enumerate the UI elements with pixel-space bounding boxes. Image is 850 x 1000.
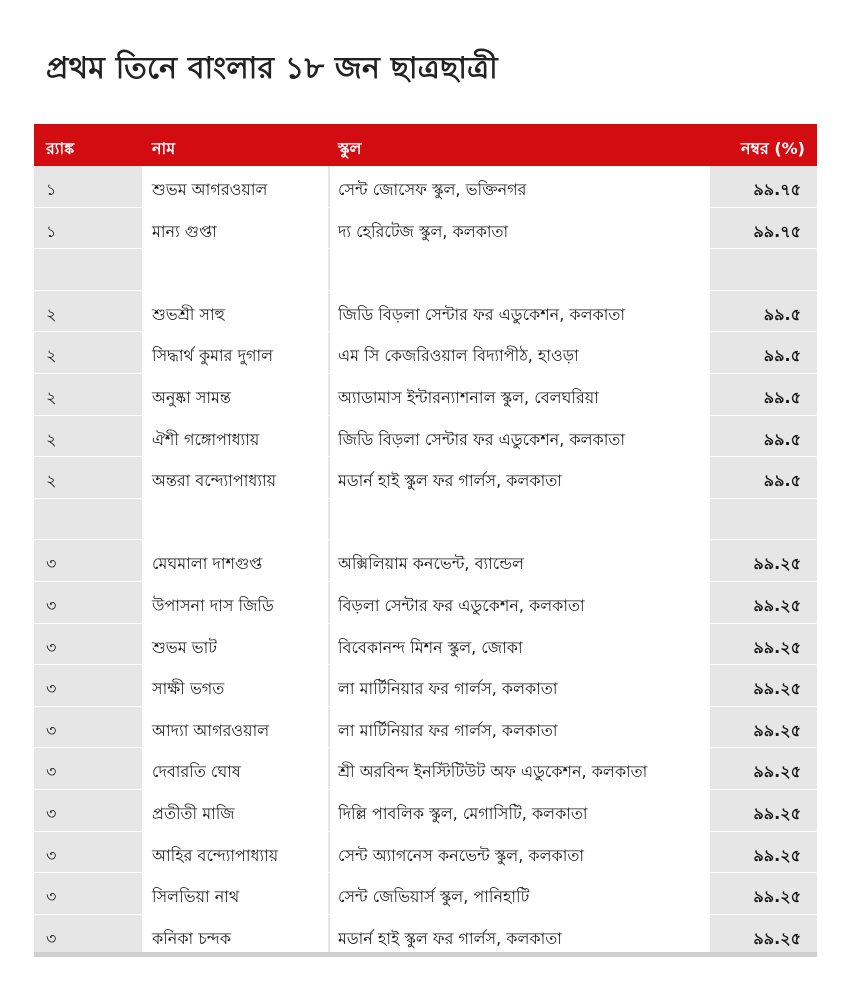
school-cell: বিবেকানন্দ মিশন স্কুল, জোকা [338,637,523,657]
school-cell-bg [330,540,710,581]
school-cell: সেন্ট জেভিয়ার্স স্কুল, পানিহাটি [338,887,530,907]
marks-cell: ৯৯.২৫ [753,554,801,574]
rank-cell: ২ [46,429,57,449]
name-cell-bg [142,249,328,290]
school-cell-bg [330,332,710,373]
header-school: স্কুল [338,139,362,158]
name-cell-bg [142,832,328,873]
marks-cell: ৯৯.২৫ [753,887,801,907]
rank-cell: ২ [46,471,57,491]
school-cell-bg [330,790,710,831]
table-row [34,707,817,749]
school-cell: সেন্ট জোসেফ স্কুল, ভক্তিনগর [338,180,527,199]
school-cell-bg [330,873,710,914]
name-cell: প্রতীতী মাজি [152,803,235,823]
name-cell: কনিকা চন্দক [152,928,231,948]
marks-cell: ৯৯.৫ [763,304,801,324]
table-row [34,332,817,374]
name-cell: শুভশ্রী সাহু [152,304,225,324]
school-cell-bg [330,208,710,249]
header-marks: নম্বর (%) [740,139,805,158]
school-cell-bg [330,665,710,706]
marks-cell: ৯৯.৫ [763,429,801,449]
name-cell-bg [142,416,328,457]
marks-cell: ৯৯.২৫ [753,637,801,657]
name-cell-bg [142,291,328,332]
table-row [34,166,817,208]
name-cell-bg [142,582,328,623]
school-cell: শ্রী অরবিন্দ ইনস্টিটিউট অফ এডুকেশন, কলকাতা [338,762,648,782]
rank-cell: ৩ [46,720,57,740]
table-row [34,291,817,333]
marks-cell: ৯৯.৭৫ [753,180,801,199]
marks-cell: ৯৯.২৫ [753,762,801,782]
name-cell-bg [142,208,328,249]
rank-cell: ২ [46,387,57,407]
school-cell-bg [330,291,710,332]
table-body [34,166,817,956]
marks-cell: ৯৯.২৫ [753,679,801,699]
rank-cell: ৩ [46,554,57,574]
rank-cell: ৩ [46,637,57,657]
school-cell-bg [330,582,710,623]
name-cell-bg [142,166,328,207]
school-cell: অ্যাডামাস ইন্টারন্যাশনাল স্কুল, বেলঘরিয়া [338,387,599,407]
name-cell-bg [142,707,328,748]
rank-cell: ৩ [46,928,57,948]
rank-cell: ১ [46,221,57,241]
name-cell-bg [142,332,328,373]
school-cell-bg [330,457,710,498]
name-cell: আদ্যা আগরওয়াল [152,720,270,740]
marks-cell: ৯৯.২৫ [753,845,801,865]
table-row [34,540,817,582]
table-row [34,915,817,957]
name-cell: শুভম ভাট [152,637,217,657]
name-cell: সিলভিয়া নাথ [152,887,240,907]
rank-cell: ৩ [46,803,57,823]
school-cell-bg [330,915,710,956]
rank-cell: ২ [46,304,57,324]
rank-cell: ৩ [46,887,57,907]
school-cell: জিডি বিড়লা সেন্টার ফর এডুকেশন, কলকাতা [338,304,625,324]
school-cell: লা মার্টিনিয়ার ফর গার্লস, কলকাতা [338,720,558,740]
school-cell: দিল্লি পাবলিক স্কুল, মেগাসিটি, কলকাতা [338,803,588,823]
school-cell-bg [330,249,710,290]
school-cell: দ্য হেরিটেজ স্কুল, কলকাতা [338,221,509,241]
name-cell: অনুষ্কা সামন্ত [152,387,231,407]
name-cell: মান্য গুপ্তা [152,221,217,241]
name-cell: ঐশী গঙ্গোপাধ্যায় [152,429,260,449]
marks-cell: ৯৯.৫ [763,471,801,491]
school-cell-bg [330,707,710,748]
name-cell: দেবারতি ঘোষ [152,762,241,782]
table-row [34,873,817,915]
name-cell: সিদ্ধার্থ কুমার দুগাল [152,346,274,366]
name-cell-bg [142,624,328,665]
school-cell-bg [330,374,710,415]
table-row [34,832,817,874]
marks-cell: ৯৯.৭৫ [753,221,801,241]
name-cell: উপাসনা দাস জিডি [152,595,274,615]
table-row [34,582,817,624]
school-cell-bg [330,748,710,789]
name-cell-bg [142,374,328,415]
table-header [34,124,817,166]
name-cell: অন্তরা বন্দ্যোপাধ্যায় [152,471,277,491]
header-rank: র‍্যাঙ্ক [46,139,75,158]
marks-cell: ৯৯.২৫ [753,803,801,823]
name-cell: সাক্ষী ভগত [152,679,225,699]
school-cell: এম সি কেজরিওয়াল বিদ্যাপীঠ, হাওড়া [338,346,579,366]
name-cell: মেঘমালা দাশগুপ্ত [152,554,263,574]
school-cell: লা মার্টিনিয়ার ফর গার্লস, কলকাতা [338,679,558,699]
name-cell-bg [142,499,328,540]
name-cell-bg [142,748,328,789]
table-row [34,624,817,666]
rank-cell: ৩ [46,845,57,865]
name-cell-bg [142,873,328,914]
name-cell-bg [142,457,328,498]
table-row [34,374,817,416]
school-cell-bg [330,166,710,207]
page-title: প্রথম তিনে বাংলার ১৮ জন ছাত্রছাত্রী [46,51,498,86]
school-cell: মডার্ন হাই স্কুল ফর গার্লস, কলকাতা [338,928,562,948]
school-cell-bg [330,624,710,665]
marks-cell: ৯৯.২৫ [753,595,801,615]
name-cell-bg [142,790,328,831]
name-cell-bg [142,540,328,581]
header-name: নাম [152,139,176,158]
table-spacer-row [34,249,817,291]
rank-cell: ৩ [46,595,57,615]
name-cell: শুভম আগরওয়াল [152,180,268,199]
marks-cell: ৯৯.২৫ [753,720,801,740]
table-row [34,790,817,832]
school-cell: মডার্ন হাই স্কুল ফর গার্লস, কলকাতা [338,471,562,491]
school-cell: বিড়লা সেন্টার ফর এডুকেশন, কলকাতা [338,595,585,615]
school-cell-bg [330,499,710,540]
school-cell: জিডি বিড়লা সেন্টার ফর এডুকেশন, কলকাতা [338,429,625,449]
table-spacer-row [34,499,817,541]
table-bottom-rule [34,952,817,957]
rank-cell: ৩ [46,679,57,699]
school-cell-bg [330,416,710,457]
name-cell: আহির বন্দ্যোপাধ্যায় [152,845,279,865]
rank-cell: ১ [46,180,57,199]
table-row [34,416,817,458]
table-row [34,665,817,707]
rank-cell: ৩ [46,762,57,782]
marks-cell: ৯৯.৫ [763,346,801,366]
marks-cell: ৯৯.২৫ [753,928,801,948]
name-cell-bg [142,665,328,706]
school-cell: অক্সিলিয়াম কনভেন্ট, ব্যান্ডেল [338,554,524,574]
results-table [34,124,817,956]
marks-cell: ৯৯.৫ [763,387,801,407]
table-row [34,208,817,250]
rank-cell: ২ [46,346,57,366]
name-cell-bg [142,915,328,956]
table-row [34,457,817,499]
school-cell: সেন্ট অ্যাগনেস কনভেন্ট স্কুল, কলকাতা [338,845,584,865]
school-cell-bg [330,832,710,873]
table-row [34,748,817,790]
